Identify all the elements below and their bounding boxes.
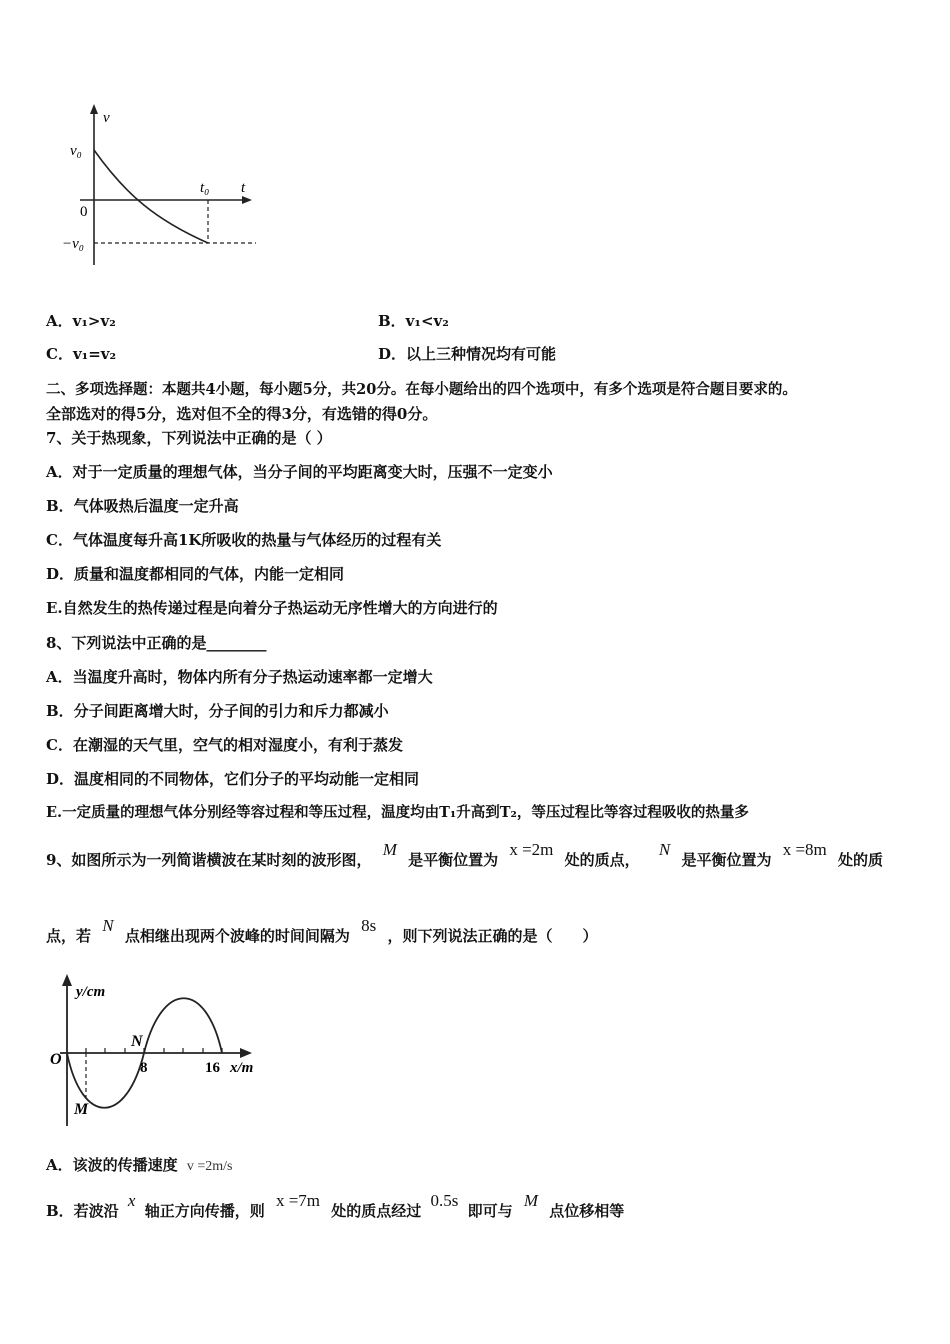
q9-option-b-time: 0.5s [430,1191,459,1210]
tick-label-8: 8 [140,1060,148,1076]
q9-text-6: 点，若 [46,927,92,945]
q9-option-b-text-3: 处的质点经过 [331,1202,422,1220]
q9-option-b-text-4: 即可与 [467,1202,513,1220]
q6-option-a: A．v₁>v₂ [46,312,116,330]
q7-option-d: D．质量和温度都相同的气体，内能一定相同 [46,565,345,583]
q9-x-8m: x =8m [782,840,827,859]
q9-stem-line1 [46,840,884,870]
t0-label: t₀ [200,180,210,196]
q9-var-n-2: N [102,916,114,935]
q9-text-4: 是平衡位置为 [681,851,772,869]
q6-option-c: C．v₁=v₂ [46,345,117,363]
neg-v0-label: −v₀ [62,236,84,252]
q9-text-8: ，则下列说法正确的是（ ） [387,927,598,945]
q8-stem: 8、下列说法中正确的是________ [46,634,267,652]
section2-instructions-line2: 全部选对的得5分，选对但不全的得3分，有选错的得0分。 [46,405,438,423]
q9-option-b [46,1191,625,1221]
q9-var-n: N [658,840,671,859]
q9-option-b-x-axis: x [127,1191,136,1210]
q8-option-e: E.一定质量的理想气体分别经等容过程和等压过程，温度均由T₁升高到T₂，等压过程比等容过程吸收的热量多 [46,804,749,821]
q7-option-a: A．对于一定质量的理想气体，当分子间的平均距离变大时，压强不一定变小 [46,463,553,481]
y-axis-arrow [62,974,72,986]
q6-option-b: B．v₁<v₂ [378,312,449,330]
q9-text-2: 是平衡位置为 [408,851,499,869]
q7-option-c: C．气体温度每升高1K所吸收的热量与气体经历的过程有关 [46,531,442,549]
v-axis-arrow [90,104,98,114]
q9-period-8s: 8s [361,916,377,935]
q9-option-b-text-1: B．若波沿 [46,1202,119,1220]
q9-text-7: 点相继出现两个波峰的时间间隔为 [124,927,350,945]
q9-text-3: 处的质点， [564,851,640,869]
q8-option-c: C．在潮湿的天气里，空气的相对湿度小，有利于蒸发 [46,736,403,754]
origin-label: O [50,1051,62,1068]
point-n-label: N [131,1033,143,1050]
q9-option-a-text: A．该波的传播速度 [46,1156,178,1174]
tick-label-16: 16 [205,1060,220,1076]
t-axis-arrow [242,196,252,204]
q7-option-e: E.自然发生的热传递过程是向着分子热运动无序性增大的方向进行的 [46,599,498,617]
q9-option-b-text-2: 轴正方向传播，则 [144,1202,265,1220]
q9-var-m: M [382,840,397,859]
y-axis-label: y/cm [76,984,106,1000]
origin-label: 0 [80,204,88,220]
q9-text-5: 处的质 [838,851,884,869]
point-m-label: M [74,1101,89,1118]
q8-option-d: D．温度相同的不同物体，它们分子的平均动能一定相同 [46,770,420,788]
q8-option-a: A．当温度升高时，物体内所有分子热运动速率都一定增大 [46,668,433,686]
v0-label: v₀ [70,143,82,159]
q7-stem: 7、关于热现象，下列说法中正确的是（ ） [46,429,332,447]
velocity-curve [94,150,208,243]
v-axis-label: v [103,110,110,126]
q9-x-2m: x =2m [509,840,554,859]
q7-option-b: B．气体吸热后温度一定升高 [46,497,239,515]
x-axis-arrow [240,1048,252,1058]
q9-option-b-x-7m: x =7m [275,1191,321,1210]
section2-instructions-line1: 二、多项选择题：本题共4小题，每小题5分，共20分。在每小题给出的四个选项中，有多个选项是符合题目要求的。 [46,381,797,398]
x-axis-label: x/m [230,1060,254,1076]
q9-option-a-velocity: v =2m/s [186,1159,233,1174]
q6-option-d: D．以上三种情况均有可能 [378,345,557,363]
velocity-time-graph [62,100,266,275]
q9-option-b-m: M [523,1191,539,1210]
q8-option-b: B．分子间距离增大时，分子间的引力和斥力都减小 [46,702,389,720]
q9-stem-line2 [46,916,598,946]
q9-option-b-text-5: 点位移相等 [549,1202,625,1220]
t-axis-label: t [241,180,246,196]
q9-text-1: 9、如图所示为一列简谐横波在某时刻的波形图， [46,851,372,869]
q9-option-a [46,1155,233,1177]
wave-graph [46,966,276,1136]
